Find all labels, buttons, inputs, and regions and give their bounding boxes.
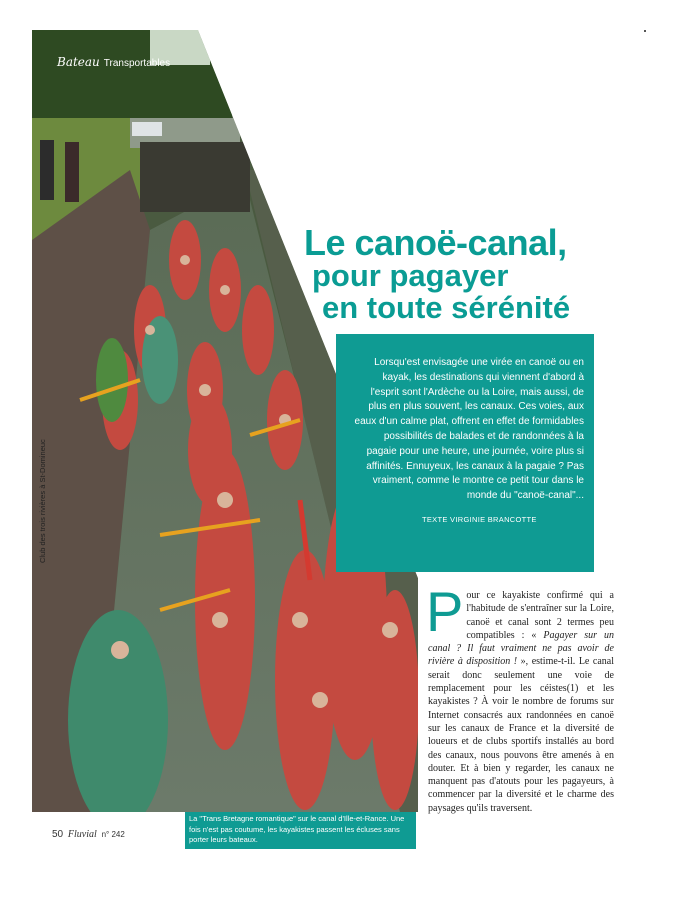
title-line-2: pour pagayer <box>312 258 509 293</box>
section-label-text: Transportables <box>103 58 171 69</box>
author-credit: TEXTE VIRGINIE BRANCOTTE <box>422 515 537 524</box>
title-line-3: en toute sérénité <box>322 290 571 325</box>
article-body <box>426 580 614 815</box>
article-paragraph <box>426 580 614 815</box>
page-number: 50 <box>52 829 64 840</box>
photo-caption: La "Trans Bretagne romantique" sur le canal d'Ille-et-Rance. Une fois n'est pas coutume, les kayakistes passent les écluses sans porter leurs bateaux. <box>185 812 416 849</box>
article-text-start: our ce kayakiste confirmé qui a l'habitude de s'entraîner sur la Loire, canoë et canal sont 2 termes peu compatibles : « <box>466 590 614 641</box>
section-label <box>57 55 170 69</box>
intro-box <box>336 334 594 572</box>
title-line-1: Le canoë-canal, <box>304 222 567 263</box>
drop-cap: P <box>426 580 464 643</box>
article-quote: Pagayer sur un canal ? Il faut vraiment ne pas avoir de rivière à disposition ! <box>428 629 614 668</box>
magazine-name: Fluvial <box>67 829 97 840</box>
photo-credit: Club des trois rivières à St-Domineuc <box>38 439 47 563</box>
section-label-italic: Bateau <box>57 55 100 69</box>
corner-mark <box>644 30 646 32</box>
article-text-end: », estime-t-il. Le canal serait donc seulement une voie de remplacement pour les céistes(1) et les kayakistes ? À voir le nombre de forums sur Internet consacrés aux randonnées en canoë sur les canaux de France et la diversité de loueurs et de clubs sportifs installés au bord des canaux, nous pouvons être amenés à en douter. Et à bien y regarder, les canaux ne manquent pas d'atouts pour les pagayeurs, à commencer par la diversité et le charme des paysages qu'ils traversent. <box>428 656 614 814</box>
intro-text: Lorsqu'est envisagée une virée en canoë ou en kayak, les destinations qui viennent d'abord à l'esprit sont l'Ardèche ou la Loire, mais aussi, de plus en plus souvent, les canaux. Ces voies, aux eaux d'un calme plat, offrent en effet de formidables possibilités de balades et de randonnées à la pagaie pour une heure, une journée, voire plus si affinités. Ennuyeux, les canaux à la pagaie ? Pas vraiment, comme le montre ce petit tour dans le monde du "canoë-canal"... <box>354 357 584 502</box>
issue-number: n° 242 <box>101 830 125 839</box>
page-footer <box>52 829 125 840</box>
